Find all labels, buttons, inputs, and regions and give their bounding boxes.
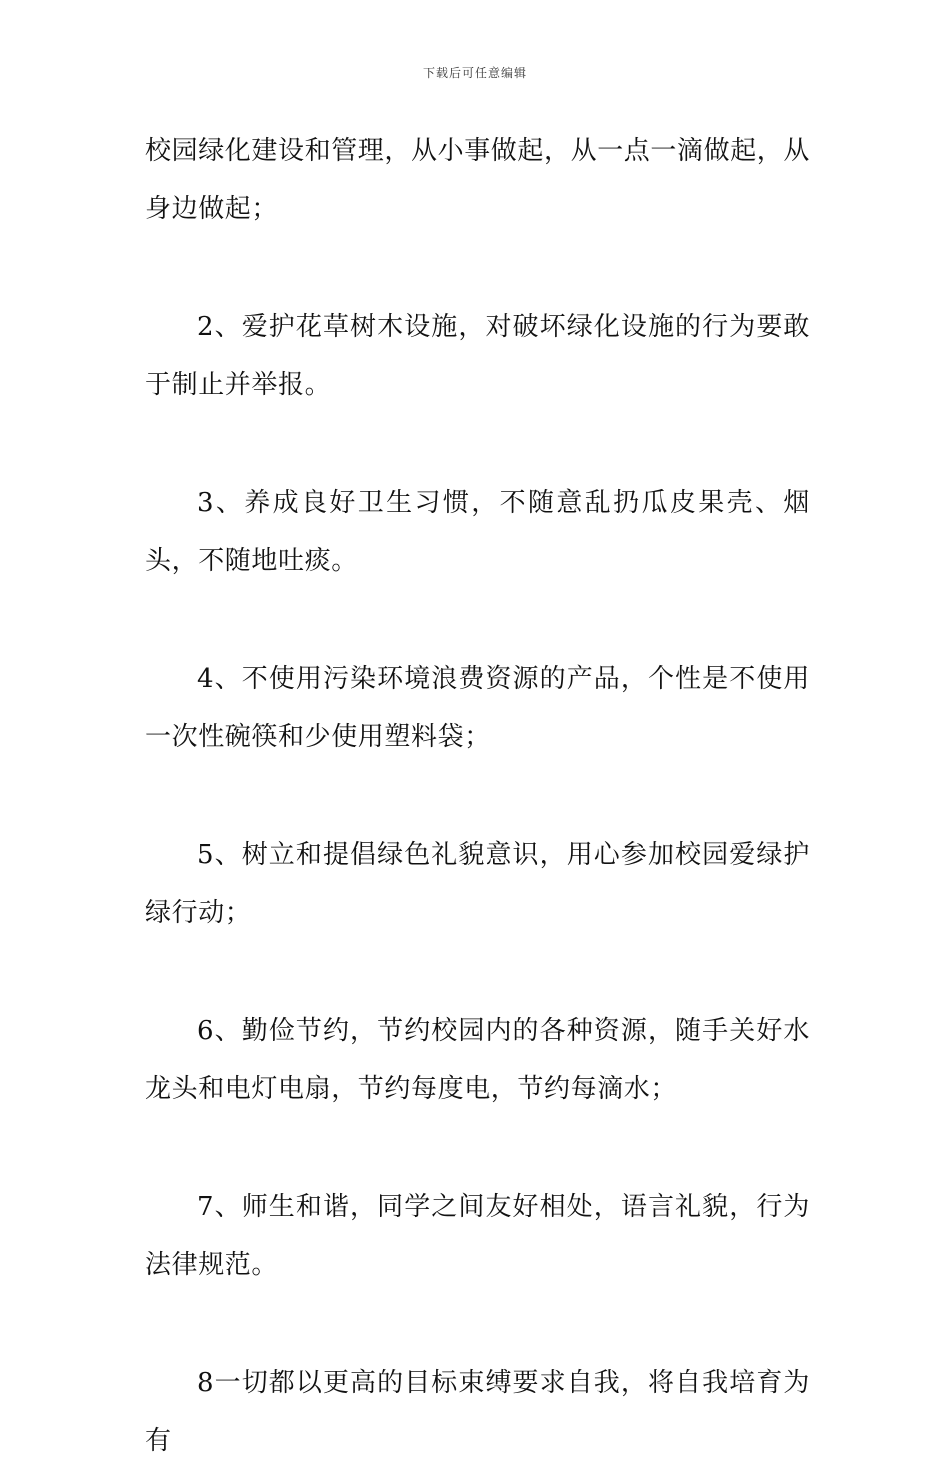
paragraph-continuation: 校园绿化建设和管理，从小事做起，从一点一滴做起，从身边做起； <box>145 136 811 224</box>
list-item-8: 8一切都以更高的目标束缚要求自我，将自我培育为有 <box>145 1368 810 1456</box>
document-body <box>145 122 810 1470</box>
list-item-6: 6、勤俭节约，节约校园内的各种资源，随手关好水龙头和电灯电扇，节约每度电，节约每滴水； <box>145 1016 810 1104</box>
list-item-7: 7、师生和谐，同学之间友好相处，语言礼貌，行为法律规范。 <box>145 1192 810 1280</box>
page-header-note: 下载后可任意编辑 <box>422 66 527 80</box>
list-item-2: 2、爱护花草树木设施，对破坏绿化设施的行为要敢于制止并举报。 <box>145 312 810 400</box>
list-item-4: 4、不使用污染环境浪费资源的产品，个性是不使用一次性碗筷和少使用塑料袋； <box>145 664 810 752</box>
list-item-3: 3、养成良好卫生习惯，不随意乱扔瓜皮果壳、烟头，不随地吐痰。 <box>145 488 810 576</box>
list-item-5: 5、树立和提倡绿色礼貌意识，用心参加校园爱绿护绿行动； <box>145 840 810 928</box>
